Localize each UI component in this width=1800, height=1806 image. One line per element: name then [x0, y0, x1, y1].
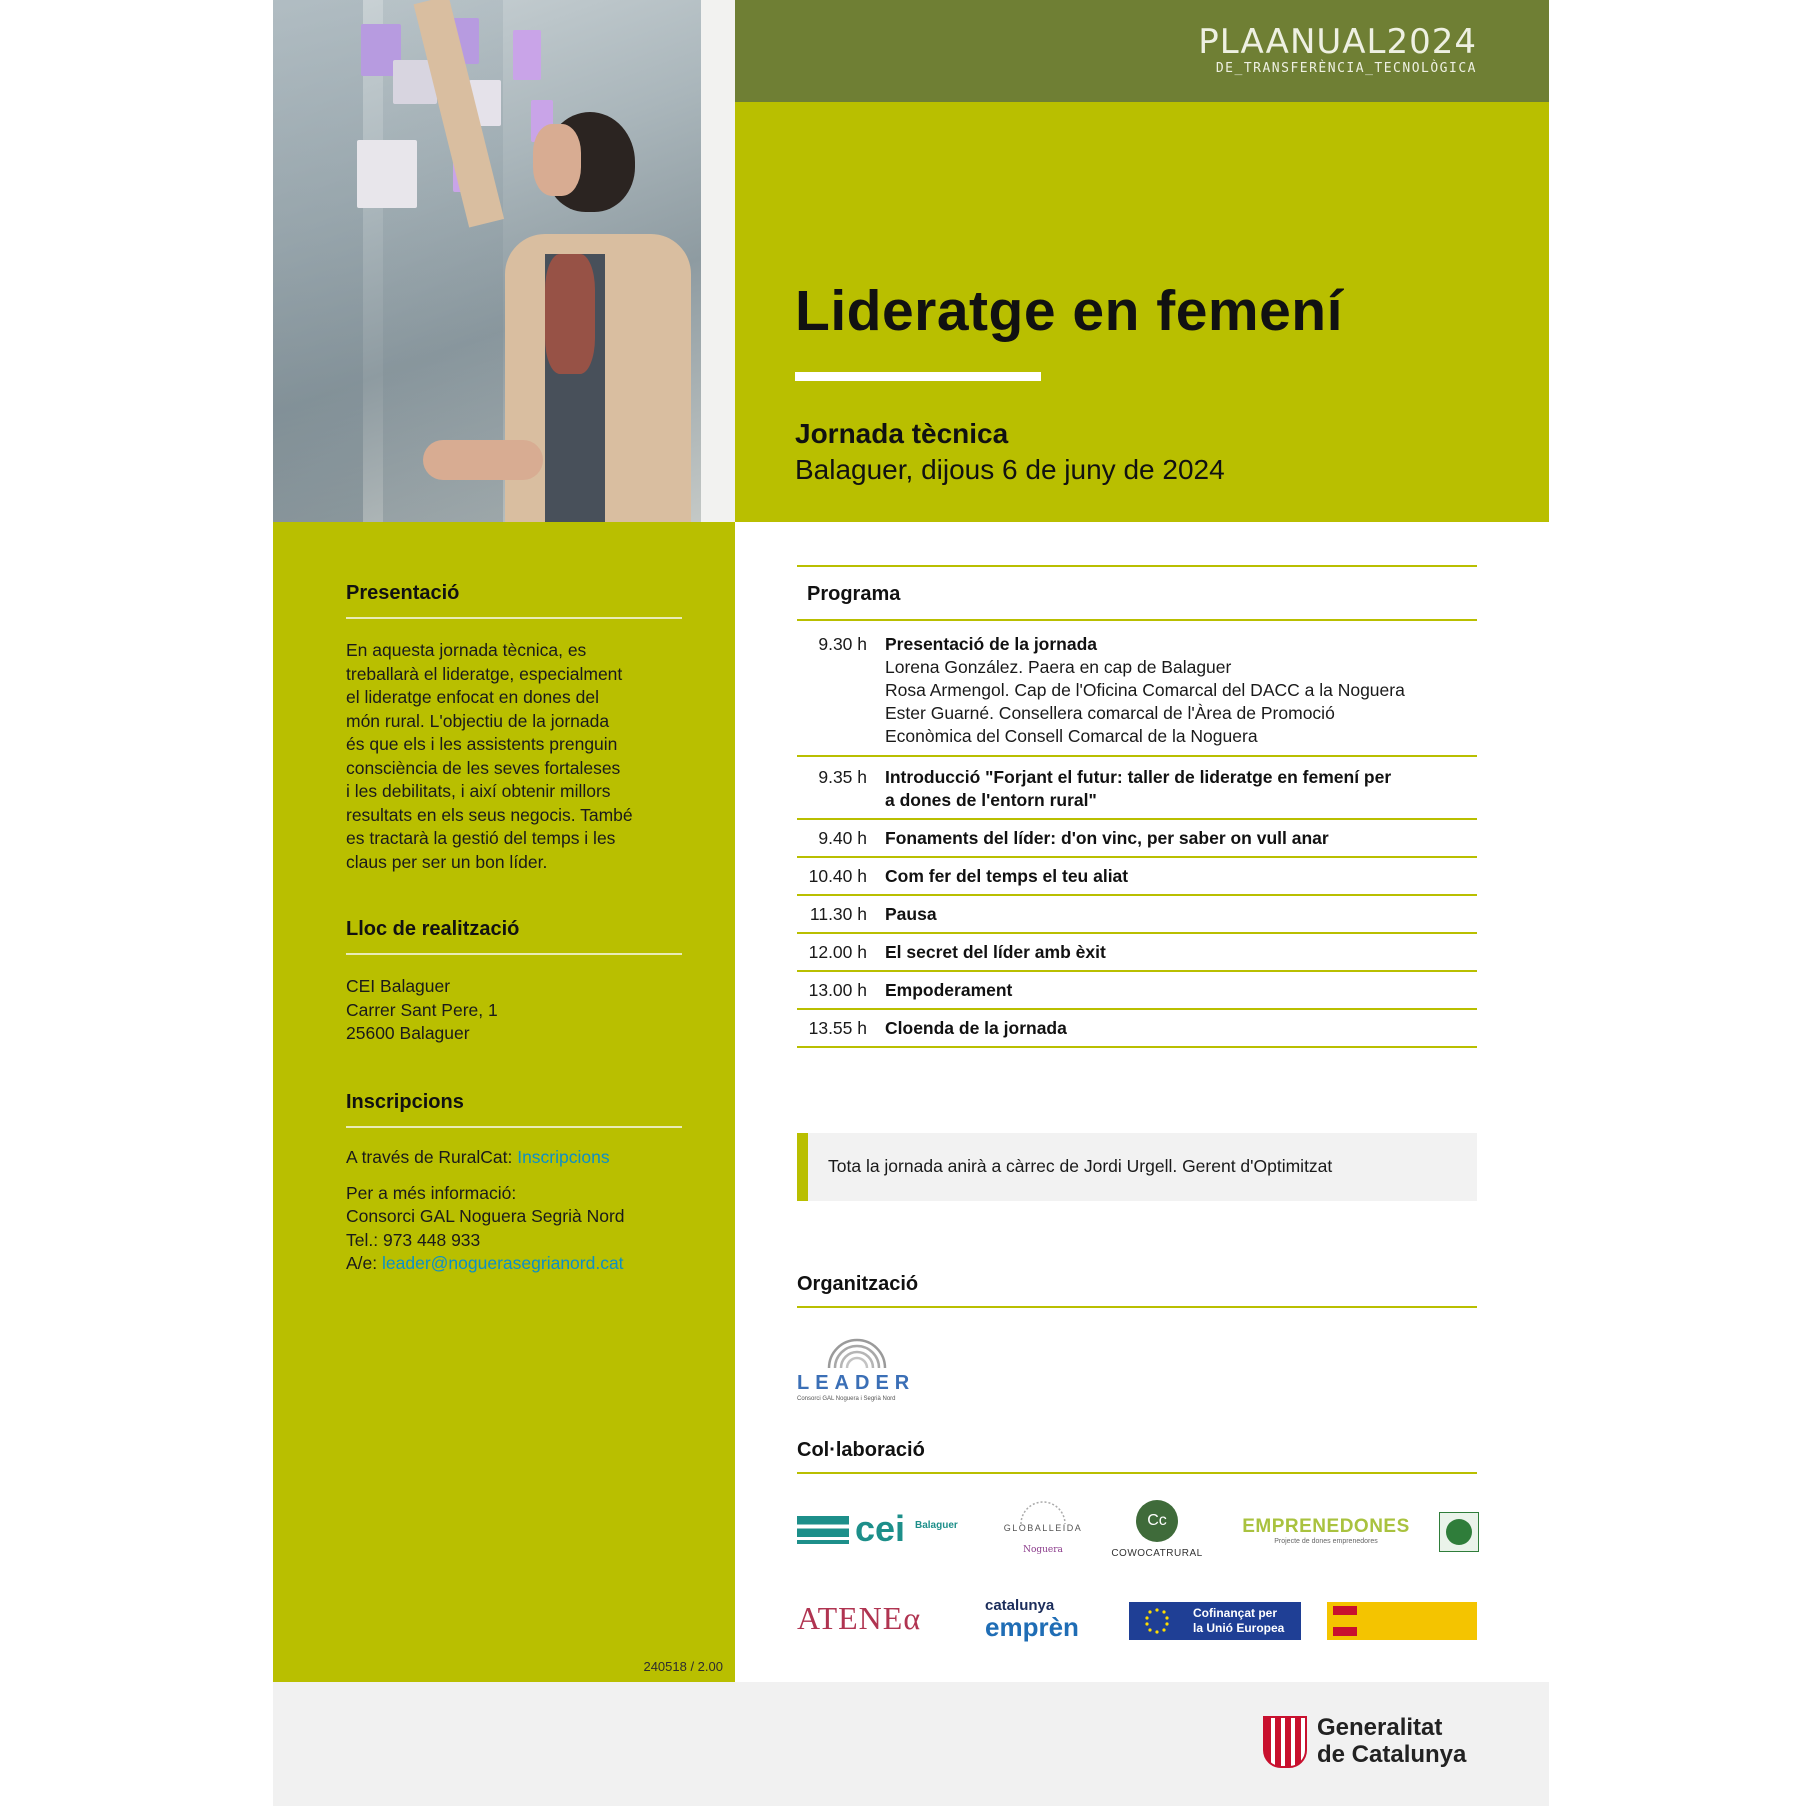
cei-mark-icon: [797, 1516, 849, 1544]
programa-title: El secret del líder amb èxit: [885, 942, 1106, 962]
programa-title: Pausa: [885, 904, 937, 924]
email-prefix: A/e:: [346, 1253, 378, 1273]
info-column: [273, 522, 735, 1682]
ruralcat-prefix: A través de RuralCat:: [346, 1147, 513, 1167]
speaker-callout: [797, 1133, 1477, 1201]
info-tel: Tel.: 973 448 933: [346, 1229, 481, 1250]
programa-row: [797, 1010, 1477, 1048]
generalitat-logo: [1317, 1714, 1466, 1768]
plan-title: PLAANUAL2024: [1198, 22, 1477, 62]
flyer-page: [273, 0, 1549, 1806]
footer-band: [273, 1682, 1549, 1806]
programa-row: [797, 934, 1477, 972]
eu-cofinancing: [1185, 1602, 1301, 1640]
generalitat-line2: de Catalunya: [1317, 1741, 1467, 1768]
cei-side: Balaguer: [915, 1520, 958, 1531]
eu-flag-icon: [1129, 1602, 1185, 1640]
collaboracio-section: [797, 1439, 1477, 1474]
leader-logo: [797, 1328, 917, 1408]
presentacio-line: consciència de les seves fortaleses: [346, 757, 621, 778]
programa-time: 13.55 h: [808, 1018, 867, 1038]
presentacio-section: [346, 582, 682, 874]
inscripcions-section: [346, 1091, 682, 1276]
plan-subtitle: DE_TRANSFERÈNCIA_TECNOLÒGICA: [1215, 61, 1477, 76]
programa-time: 10.40 h: [808, 866, 867, 886]
leader-arcs-icon: [797, 1328, 917, 1372]
programa-row: [797, 621, 1477, 757]
presentacio-line: es tractarà la gestió del temps i les: [346, 828, 616, 848]
presentacio-line: i les debilitats, i així obtenir millors: [346, 781, 611, 801]
eu-text-2: la Unió Europea: [1193, 1621, 1285, 1635]
hero-photo: [273, 0, 735, 522]
programa-detail: Lorena González. Paera en cap de Balaguer: [885, 657, 1232, 677]
ruralcat-line: [346, 1146, 682, 1170]
programa-time: 9.35 h: [818, 767, 867, 787]
leader-eu-icon: [1439, 1512, 1479, 1552]
globalleida-wordmark: GLOBALLEIDA: [1003, 1523, 1083, 1533]
programa-row: [797, 820, 1477, 858]
lloc-section: [346, 918, 682, 1046]
programa-title: Fonaments del líder: d'on vinc, per saber on vull anar: [885, 828, 1329, 848]
emprenedones-logo: [1235, 1516, 1417, 1556]
spain-shield-icon: [1333, 1606, 1357, 1636]
presentacio-line: treballarà el lideratge, especialment: [346, 663, 623, 684]
email-line: [346, 1252, 682, 1276]
atenea-logo: ATENEα: [797, 1600, 922, 1636]
version-code: 240518 / 2.00: [643, 1659, 723, 1674]
presentacio-line: el lideratge enfocat en dones del: [346, 687, 599, 707]
lloc-line: Carrer Sant Pere, 1: [346, 999, 498, 1020]
cowocat-logo: [1105, 1500, 1209, 1566]
programa-header: [797, 565, 1477, 621]
lloc-line: 25600 Balaguer: [346, 1023, 470, 1043]
globalleida-arc-icon: [1013, 1496, 1073, 1526]
event-date: Balaguer, dijous 6 de juny de 2024: [795, 454, 1225, 485]
spain-government-logo: [1327, 1602, 1477, 1640]
presentacio-line: resultats en els seus negocis. També: [346, 804, 633, 825]
programa-row: [797, 757, 1477, 820]
programa-title: Presentació de la jornada: [885, 634, 1098, 654]
presentacio-line: és que els i les assistents prenguin: [346, 734, 618, 754]
presentacio-line: En aquesta jornada tècnica, es: [346, 640, 587, 660]
email-link[interactable]: leader@noguerasegrianord.cat: [382, 1253, 624, 1273]
programa-detail: Ester Guarné. Consellera comarcal de l'Àrea de Promoció: [885, 703, 1335, 723]
catalunya-empren-logo: [985, 1598, 1105, 1644]
programa-title: Com fer del temps el teu aliat: [885, 866, 1129, 886]
speaker-text: Tota la jornada anirà a càrrec de Jordi Urgell. Gerent d'Optimitzat: [828, 1156, 1333, 1176]
programa-time: 9.30 h: [818, 634, 867, 654]
inscripcions-link[interactable]: Inscripcions: [517, 1147, 610, 1167]
empren-text: emprèn: [985, 1612, 1079, 1642]
programa-detail: Rosa Armengol. Cap de l'Oficina Comarcal del DACC a la Noguera: [885, 680, 1405, 700]
presentacio-line: món rural. L'objectiu de la jornada: [346, 710, 610, 731]
programa-title: Introducció "Forjant el futur: taller de lideratge en femení per: [885, 767, 1392, 787]
catalunya-text: catalunya: [985, 1597, 1055, 1614]
title-rule: [795, 372, 1041, 381]
programa-detail: Econòmica del Consell Comarcal de la Noguera: [885, 726, 1258, 746]
programa-title-cont: a dones de l'entorn rural": [885, 790, 1097, 810]
globalleida-sub: Noguera: [1023, 1545, 1063, 1555]
inscripcions-heading: Inscripcions: [346, 1091, 682, 1128]
info-label: Per a més informació:: [346, 1182, 517, 1203]
event-title: Lideratge en femení: [795, 279, 1343, 343]
presentacio-heading: Presentació: [346, 582, 682, 619]
cei-logo: [797, 1510, 967, 1554]
programa-time: 12.00 h: [808, 942, 867, 962]
emprenedones-sub: Projecte de dones emprenedores: [1274, 1538, 1378, 1545]
cei-wordmark: cei: [855, 1508, 906, 1549]
plan-banner: [735, 0, 1549, 102]
lloc-line: CEI Balaguer: [346, 976, 451, 996]
programa-row: [797, 858, 1477, 896]
hero-block: [735, 102, 1549, 522]
info-org: Consorci GAL Noguera Segrià Nord: [346, 1206, 625, 1226]
eu-text-1: Cofinançat per: [1193, 1606, 1278, 1620]
programa-row: [797, 896, 1477, 934]
presentacio-line: claus per ser un bon líder.: [346, 851, 548, 872]
programa-title: Cloenda de la jornada: [885, 1018, 1067, 1038]
event-type: Jornada tècnica: [795, 418, 1009, 449]
programa-time: 13.00 h: [808, 980, 867, 1000]
cowocat-wordmark: COWOCATRURAL: [1111, 1548, 1203, 1559]
programa-heading: Programa: [807, 583, 901, 605]
emprenedones-wordmark: EMPRENEDONES: [1242, 1516, 1410, 1537]
cowocat-icon: Cc: [1136, 1500, 1178, 1542]
organitzacio-section: [797, 1273, 1477, 1308]
generalitat-line1: Generalitat: [1317, 1714, 1443, 1741]
collaboracio-heading: Col·laboració: [797, 1439, 1477, 1474]
programa-row: [797, 972, 1477, 1010]
programa-table: [797, 565, 1477, 1048]
organitzacio-heading: Organització: [797, 1273, 1477, 1308]
lloc-heading: Lloc de realització: [346, 918, 682, 955]
programa-title: Empoderament: [885, 980, 1013, 1000]
programa-time: 11.30 h: [809, 904, 867, 924]
leader-caption: Consorci GAL Noguera i Segrià Nord: [797, 1396, 896, 1402]
globalleida-logo: [995, 1496, 1091, 1566]
programa-time: 9.40 h: [818, 828, 867, 848]
leader-wordmark: LEADER: [797, 1372, 916, 1394]
generalitat-emblem-icon: [1263, 1716, 1307, 1768]
